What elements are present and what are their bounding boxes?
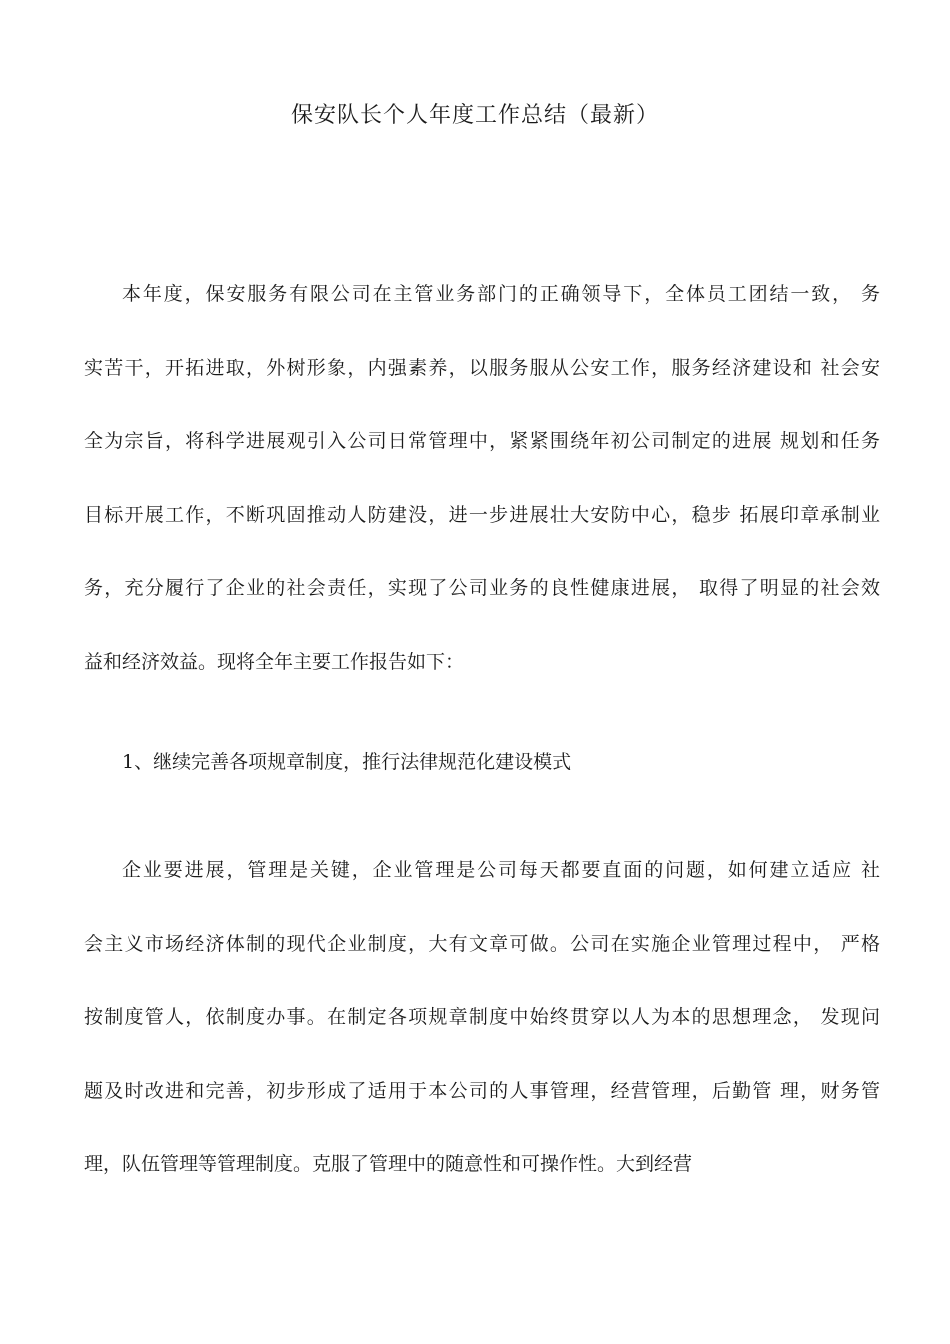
document-title: 保安队长个人年度工作总结（最新）: [290, 103, 659, 128]
paragraph-line: 会主义市场经济体制的现代企业制度，大有文章可做。公司在实施企业管理过程中， 严格: [84, 932, 880, 955]
paragraph-management: [84, 852, 880, 1220]
paragraph-line: 实苦干，开拓进取，外树形象，内强素养，以服务服从公安工作，服务经济建设和 社会安: [84, 356, 880, 379]
paragraph-line: 企业要进展，管理是关键，企业管理是公司每天都要直面的问题，如何建立适应 社: [122, 859, 880, 881]
paragraph-line: 题及时改进和完善，初步形成了适用于本公司的人事管理，经营管理，后勤管 理，财务管: [84, 1079, 880, 1102]
paragraph-line: 务，充分履行了企业的社会责任，实现了公司业务的良性健康进展， 取得了明显的社会效: [84, 577, 880, 599]
section-heading: 1、继续完善各项规章制度，推行法律规范化建设模式: [122, 751, 572, 773]
paragraph-line: 理，队伍管理等管理制度。克服了管理中的随意性和可操作性。大到经营: [84, 1153, 693, 1175]
paragraph-intro: [84, 276, 880, 717]
paragraph-line: 益和经济效益。现将全年主要工作报告如下：: [84, 650, 465, 673]
paragraph-line: 按制度管人，依制度办事。在制定各项规章制度中始终贯穿以人为本的思想理念， 发现问: [84, 1006, 880, 1028]
paragraph-line: 目标开展工作，不断巩固推动人防建没，进一步进展壮大安防中心，稳步 拓展印章承制业: [84, 503, 880, 526]
paragraph-line: 本年度，保安服务有限公司在主管业务部门的正确领导下，全体员工团结一致， 务: [122, 283, 880, 305]
paragraph-line: 全为宗旨，将科学进展观引入公司日常管理中，紧紧围绕年初公司制定的进展 规划和任务: [84, 430, 880, 452]
